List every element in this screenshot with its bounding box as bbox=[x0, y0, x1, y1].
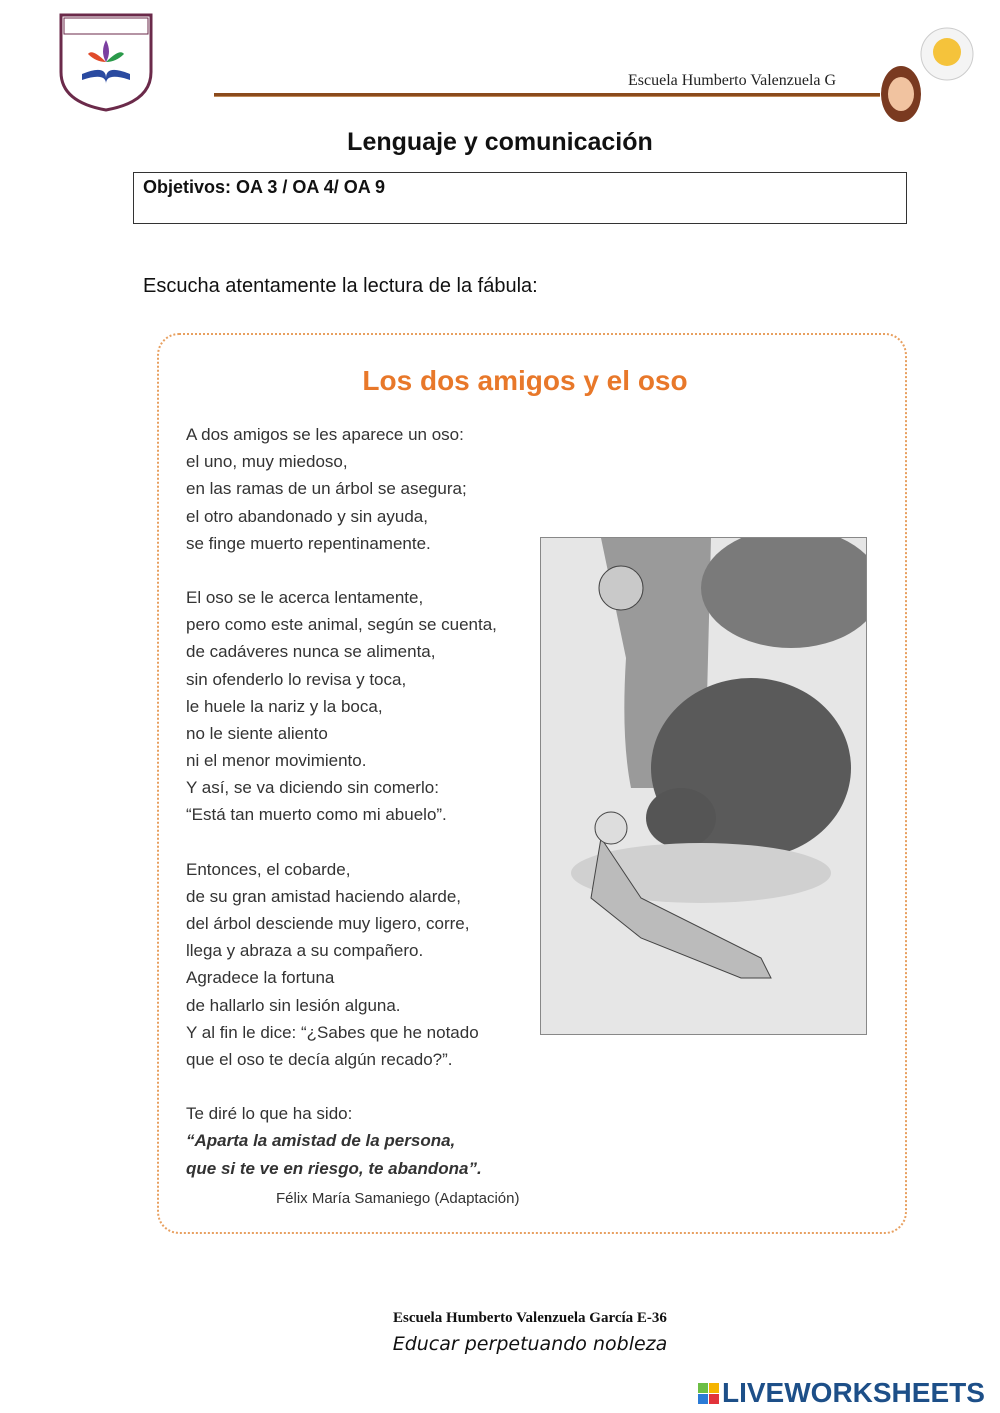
header-school-name: Escuela Humberto Valenzuela G bbox=[628, 72, 837, 89]
school-logo bbox=[58, 12, 154, 112]
poem-line: se finge muerto repentinamente. bbox=[186, 533, 431, 553]
poem-line: Y así, se va diciendo sin comerlo: bbox=[186, 778, 439, 798]
page-title: Lenguaje y comunicación bbox=[347, 128, 653, 156]
poem-line: de cadáveres nunca se alimenta, bbox=[186, 642, 436, 662]
objectives-box bbox=[133, 172, 907, 224]
objectives-text: Objetivos: OA 3 / OA 4/ OA 9 bbox=[143, 177, 386, 197]
poem-line: pero como este animal, según se cuenta, bbox=[186, 615, 497, 635]
poem-line: Entonces, el cobarde, bbox=[186, 859, 351, 879]
poem-line: Y al fin le dice: “¿Sabes que he notado bbox=[186, 1022, 479, 1042]
poem-line: de hallarlo sin lesión alguna. bbox=[186, 995, 401, 1015]
fable-author: Félix María Samaniego (Adaptación) bbox=[276, 1190, 520, 1207]
intro-text: Escucha atentamente la lectura de la fábula: bbox=[143, 275, 538, 297]
header-divider bbox=[214, 93, 880, 97]
poem-line: en las ramas de un árbol se asegura; bbox=[186, 479, 467, 499]
poem-line: A dos amigos se les aparece un oso: bbox=[186, 425, 464, 444]
poem-line: sin ofenderlo lo revisa y toca, bbox=[186, 669, 407, 689]
stanza-gap bbox=[186, 829, 497, 856]
poem-line: El oso se le acerca lentamente, bbox=[186, 587, 424, 607]
poem-line: el uno, muy miedoso, bbox=[186, 452, 348, 472]
stanza-gap bbox=[186, 1073, 497, 1100]
poem-line: Agradece la fortuna bbox=[186, 968, 335, 988]
poem-line: que el oso te decía algún recado?”. bbox=[186, 1049, 453, 1069]
bear-illustration bbox=[540, 537, 867, 1035]
liveworksheets-brand[interactable] bbox=[698, 1377, 985, 1409]
poem-line: ni el menor movimiento. bbox=[186, 751, 367, 771]
poem-line: no le siente aliento bbox=[186, 723, 328, 743]
fable-title: Los dos amigos y el oso bbox=[362, 365, 688, 396]
stanza-gap bbox=[186, 557, 497, 584]
poem-line: Te diré lo que ha sido: bbox=[186, 1104, 353, 1124]
teacher-avatar-thinking-icon bbox=[875, 24, 985, 129]
poem-line: del árbol desciende muy ligero, corre, bbox=[186, 914, 470, 933]
footer-school-name: Escuela Humberto Valenzuela García E-36 bbox=[393, 1310, 667, 1326]
moral-line: que si te ve en riesgo, te abandona”. bbox=[186, 1158, 482, 1178]
poem-line: llega y abraza a su compañero. bbox=[186, 941, 424, 961]
poem-line: de su gran amistad haciendo alarde, bbox=[186, 886, 462, 906]
liveworksheets-brand-text: LIVEWORKSHEETS bbox=[722, 1377, 985, 1408]
liveworksheets-logo-icon bbox=[698, 1383, 719, 1404]
poem-line: “Está tan muerto como mi abuelo”. bbox=[186, 805, 447, 825]
fable-poem bbox=[186, 421, 497, 1182]
poem-line: el otro abandonado y sin ayuda, bbox=[186, 506, 428, 526]
poem-line: le huele la nariz y la boca, bbox=[186, 696, 383, 716]
footer-motto: Educar perpetuando nobleza bbox=[392, 1333, 668, 1355]
moral-line: “Aparta la amistad de la persona, bbox=[186, 1131, 456, 1151]
